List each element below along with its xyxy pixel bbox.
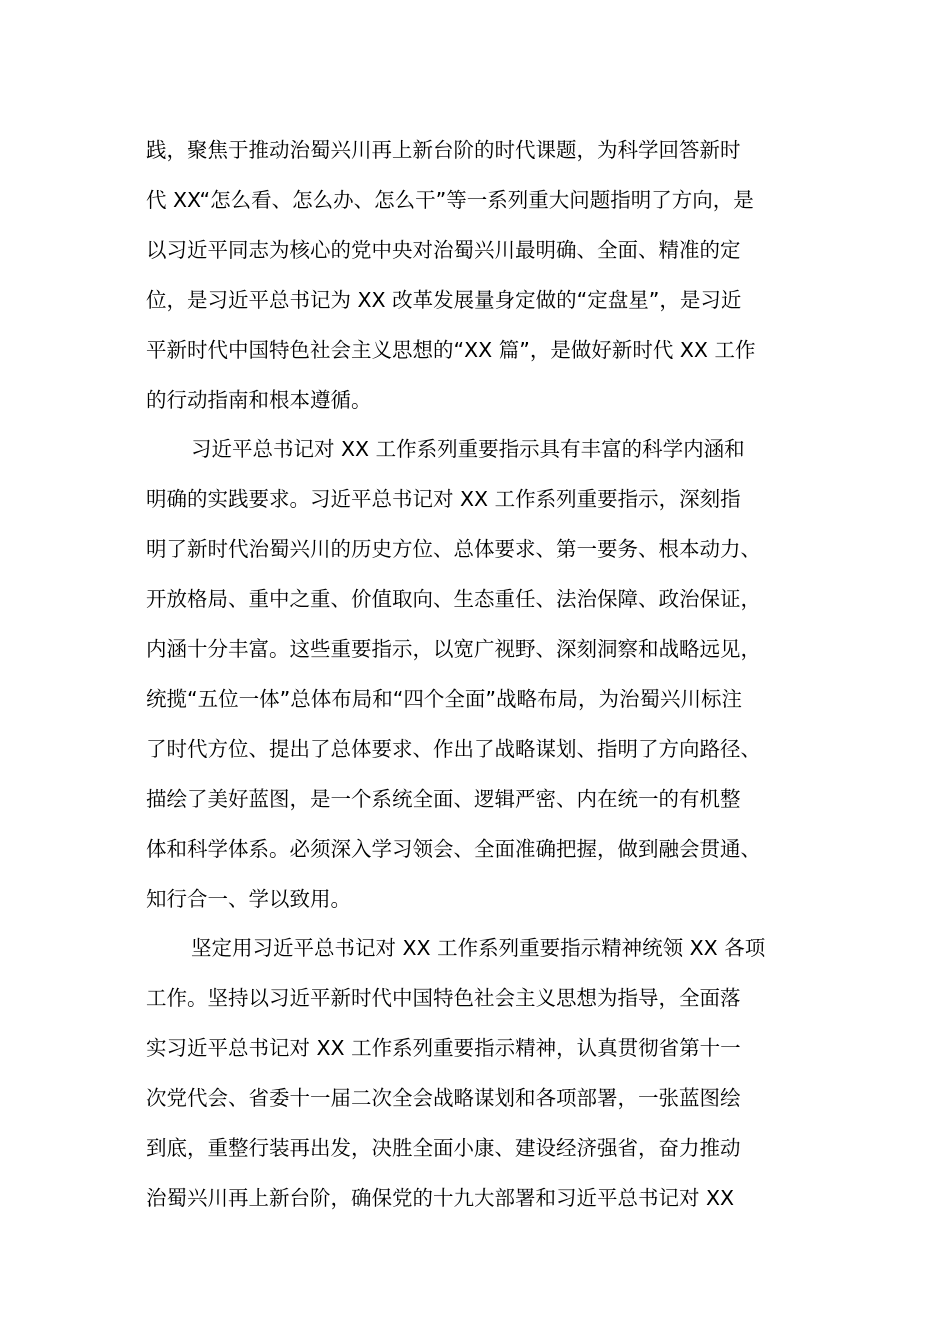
text-line: 工作。坚持以习近平新时代中国特色社会主义思想为指导，全面落 (146, 986, 741, 1010)
text-line: 体和科学体系。必须深入学习领会、全面准确把握，做到融会贯通、 (146, 837, 761, 861)
text-line: 到底，重整行装再出发，决胜全面小康、建设经济强省，奋力推动 (146, 1136, 741, 1160)
text-line: 的行动指南和根本遵循。 (146, 388, 372, 412)
text-line: 开放格局、重中之重、价值取向、生态重任、法治保障、政治保证， (146, 587, 761, 611)
text-line: 坚定用习近平总书记对 XX 工作系列重要指示精神统领 XX 各项 (191, 936, 766, 960)
text-line: 践，聚焦于推动治蜀兴川再上新台阶的时代课题，为科学回答新时 (146, 138, 741, 162)
text-line: 位，是习近平总书记为 XX 改革发展量身定做的“定盘星”，是习近 (146, 288, 742, 312)
text-line: 习近平总书记对 XX 工作系列重要指示具有丰富的科学内涵和 (191, 437, 745, 461)
text-line: 实习近平总书记对 XX 工作系列重要指示精神，认真贯彻省第十一 (146, 1036, 741, 1060)
text-line: 以习近平同志为核心的党中央对治蜀兴川最明确、全面、精准的定 (146, 238, 741, 262)
text-line: 知行合一、学以致用。 (146, 887, 351, 911)
text-line: 统揽“五位一体”总体布局和“四个全面”战略布局，为治蜀兴川标注 (146, 687, 742, 711)
text-line: 明了新时代治蜀兴川的历史方位、总体要求、第一要务、根本动力、 (146, 537, 761, 561)
text-line: 治蜀兴川再上新台阶，确保党的十九大部署和习近平总书记对 XX (146, 1186, 735, 1210)
text-line: 平新时代中国特色社会主义思想的“XX 篇”，是做好新时代 XX 工作 (146, 338, 756, 362)
text-line: 描绘了美好蓝图，是一个系统全面、逻辑严密、内在统一的有机整 (146, 787, 741, 811)
text-line: 内涵十分丰富。这些重要指示，以宽广视野、深刻洞察和战略远见， (146, 637, 761, 661)
text-line: 代 XX“怎么看、怎么办、怎么干”等一系列重大问题指明了方向，是 (146, 188, 754, 212)
text-line: 明确的实践要求。习近平总书记对 XX 工作系列重要指示，深刻指 (146, 487, 741, 511)
text-line: 次党代会、省委十一届二次全会战略谋划和各项部署，一张蓝图绘 (146, 1086, 741, 1110)
text-line: 了时代方位、提出了总体要求、作出了战略谋划、指明了方向路径、 (146, 737, 761, 761)
